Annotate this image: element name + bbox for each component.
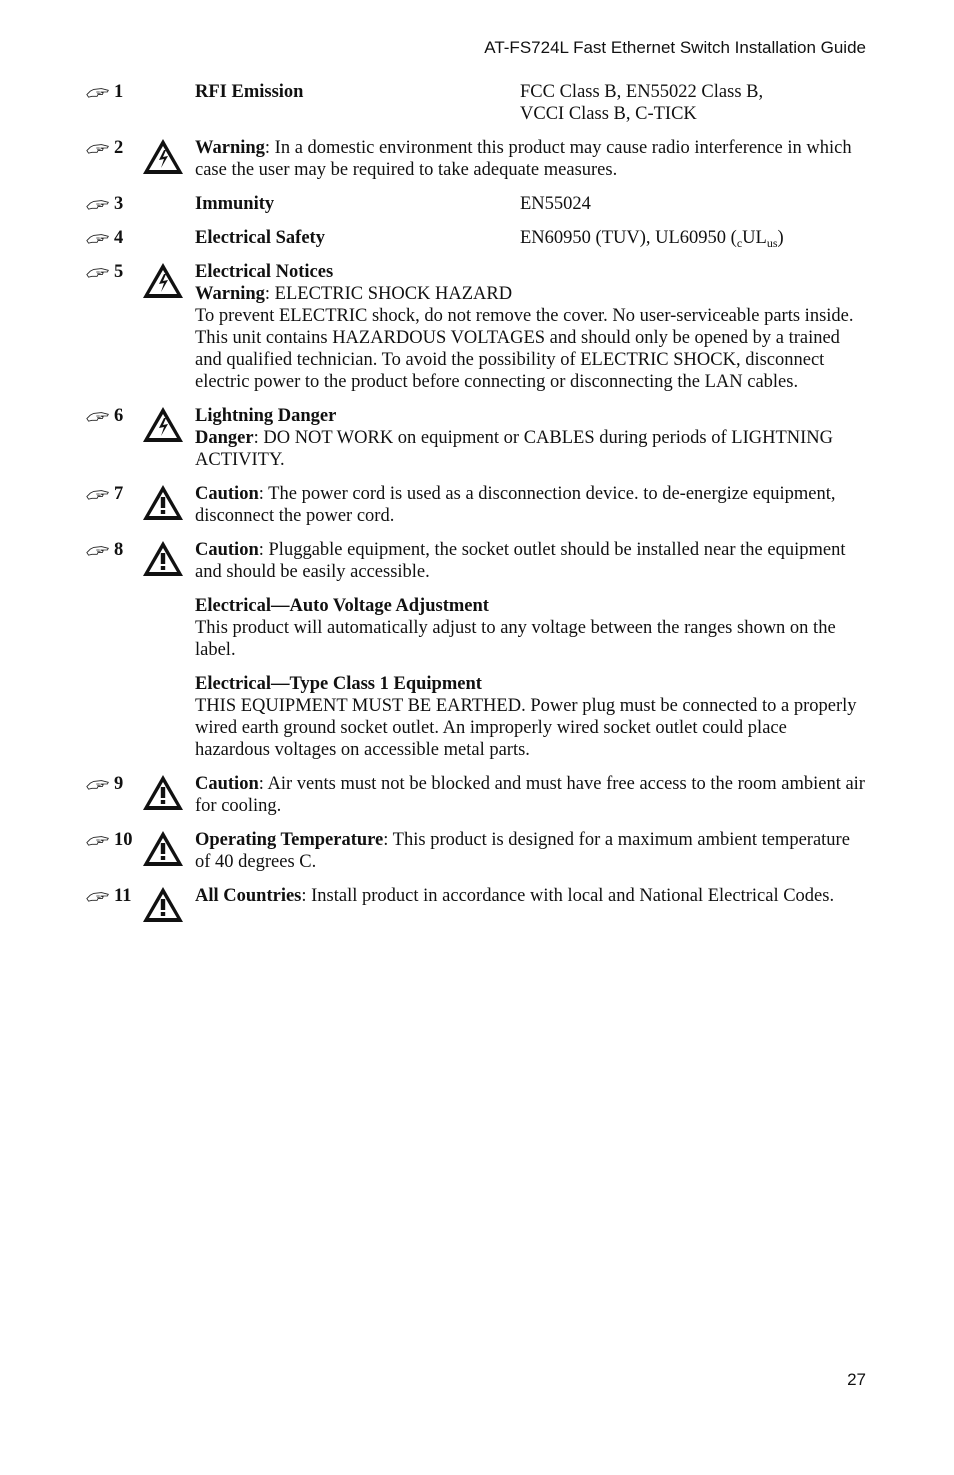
item-number: 5: [114, 262, 124, 282]
item-value: FCC Class B, EN55022 Class B, VCCI Class B, C-TICK: [520, 82, 764, 124]
running-header: AT-FS724L Fast Ethernet Switch Installation Guide: [484, 38, 866, 57]
item-text: Lightning Danger Danger: DO NOT WORK on equipment or CABLES during periods of LIGHTNING ACTIVITY.: [195, 405, 866, 471]
electric-shock-warning-icon: [141, 137, 185, 177]
pointing-hand-icon: [86, 539, 114, 556]
item-text: Warning: In a domestic environment this product may cause radio interference in which case the user may be required to take adequate measures.: [195, 138, 852, 180]
regulatory-list: [86, 81, 866, 919]
section-heading: Electrical—Auto Voltage Adjustment: [195, 596, 489, 616]
item-number: 11: [114, 886, 132, 906]
list-item-electrical-notices: [86, 261, 866, 393]
page-number: 27: [847, 1370, 866, 1389]
item-number: 10: [114, 830, 133, 850]
item-number: 3: [114, 194, 124, 214]
pointing-hand-icon: [86, 773, 114, 790]
list-item-immunity: [86, 193, 866, 215]
list-item-caution-power-cord: [86, 483, 866, 527]
section-auto-voltage: [86, 595, 866, 661]
item-text: Caution: Pluggable equipment, the socket outlet should be installed near the equipment and should be easily accessible.: [195, 540, 846, 582]
list-item-all-countries: [86, 885, 866, 907]
pointing-hand-icon: [86, 405, 114, 422]
pointing-hand-icon: [86, 193, 114, 210]
list-item-warning: [86, 137, 866, 181]
item-number: 7: [114, 484, 124, 504]
item-text: Caution: The power cord is used as a disconnection device. to de-energize equipment, disconnect the power cord.: [195, 484, 836, 526]
electric-shock-warning-icon: [141, 261, 185, 301]
item-label: Immunity: [195, 194, 275, 214]
caution-exclamation-icon: [141, 885, 185, 925]
item-label: Electrical Safety: [195, 228, 325, 248]
item-text: Electrical Notices Warning: ELECTRIC SHOCK HAZARD To prevent ELECTRIC shock, do not remove the cover. No user-serviceable parts inside. This unit contains HAZARDOUS VOLTAGES and should only be opened by a trained and qualified technician. To avoid the possibility of ELECTRIC SHOCK, disconnect electric power to the product before connecting or disconnecting the LAN cables.: [195, 261, 866, 393]
pointing-hand-icon: [86, 829, 114, 846]
caution-exclamation-icon: [141, 773, 185, 813]
list-item-lightning-danger: [86, 405, 866, 471]
pointing-hand-icon: [86, 81, 114, 98]
list-item-rfi-emission: [86, 81, 866, 125]
section-class-1-equipment: [86, 673, 866, 761]
pointing-hand-icon: [86, 227, 114, 244]
item-number: 8: [114, 540, 124, 560]
pointing-hand-icon: [86, 261, 114, 278]
caution-exclamation-icon: [141, 483, 185, 523]
section-heading: Electrical—Type Class 1 Equipment: [195, 674, 482, 694]
item-heading: Electrical Notices: [195, 262, 334, 282]
item-label: RFI Emission: [195, 82, 304, 102]
item-heading: Lightning Danger: [195, 406, 337, 426]
item-number: 1: [114, 82, 124, 102]
item-text: Operating Temperature: This product is designed for a maximum ambient temperature of 40 degrees C.: [195, 830, 850, 872]
caution-exclamation-icon: [141, 539, 185, 579]
caution-exclamation-icon: [141, 829, 185, 869]
item-value: EN55024: [520, 194, 591, 214]
list-item-electrical-safety: [86, 227, 866, 249]
item-value: EN60950 (TUV), UL60950 $(_cUL_{us})$: [520, 228, 784, 250]
list-item-operating-temperature: [86, 829, 866, 873]
item-text: Caution: Air vents must not be blocked and must have free access to the room ambient air for cooling.: [195, 774, 865, 816]
item-number: 9: [114, 774, 124, 794]
electric-shock-warning-icon: [141, 405, 185, 445]
list-item-caution-air-vents: [86, 773, 866, 817]
pointing-hand-icon: [86, 483, 114, 500]
item-text: All Countries: Install product in accordance with local and National Electrical Codes.: [195, 886, 835, 906]
pointing-hand-icon: [86, 137, 114, 154]
section-text: THIS EQUIPMENT MUST BE EARTHED. Power plug must be connected to a properly wired earth ground socket outlet. An improperly wired socket outlet could place hazardous voltages on accessible metal parts.: [195, 696, 857, 760]
list-item-caution-pluggable: [86, 539, 866, 583]
item-number: 2: [114, 138, 124, 158]
section-text: This product will automatically adjust to any voltage between the ranges shown on the label.: [195, 618, 836, 660]
item-number: 6: [114, 406, 124, 426]
item-number: 4: [114, 228, 124, 248]
pointing-hand-icon: [86, 885, 114, 902]
